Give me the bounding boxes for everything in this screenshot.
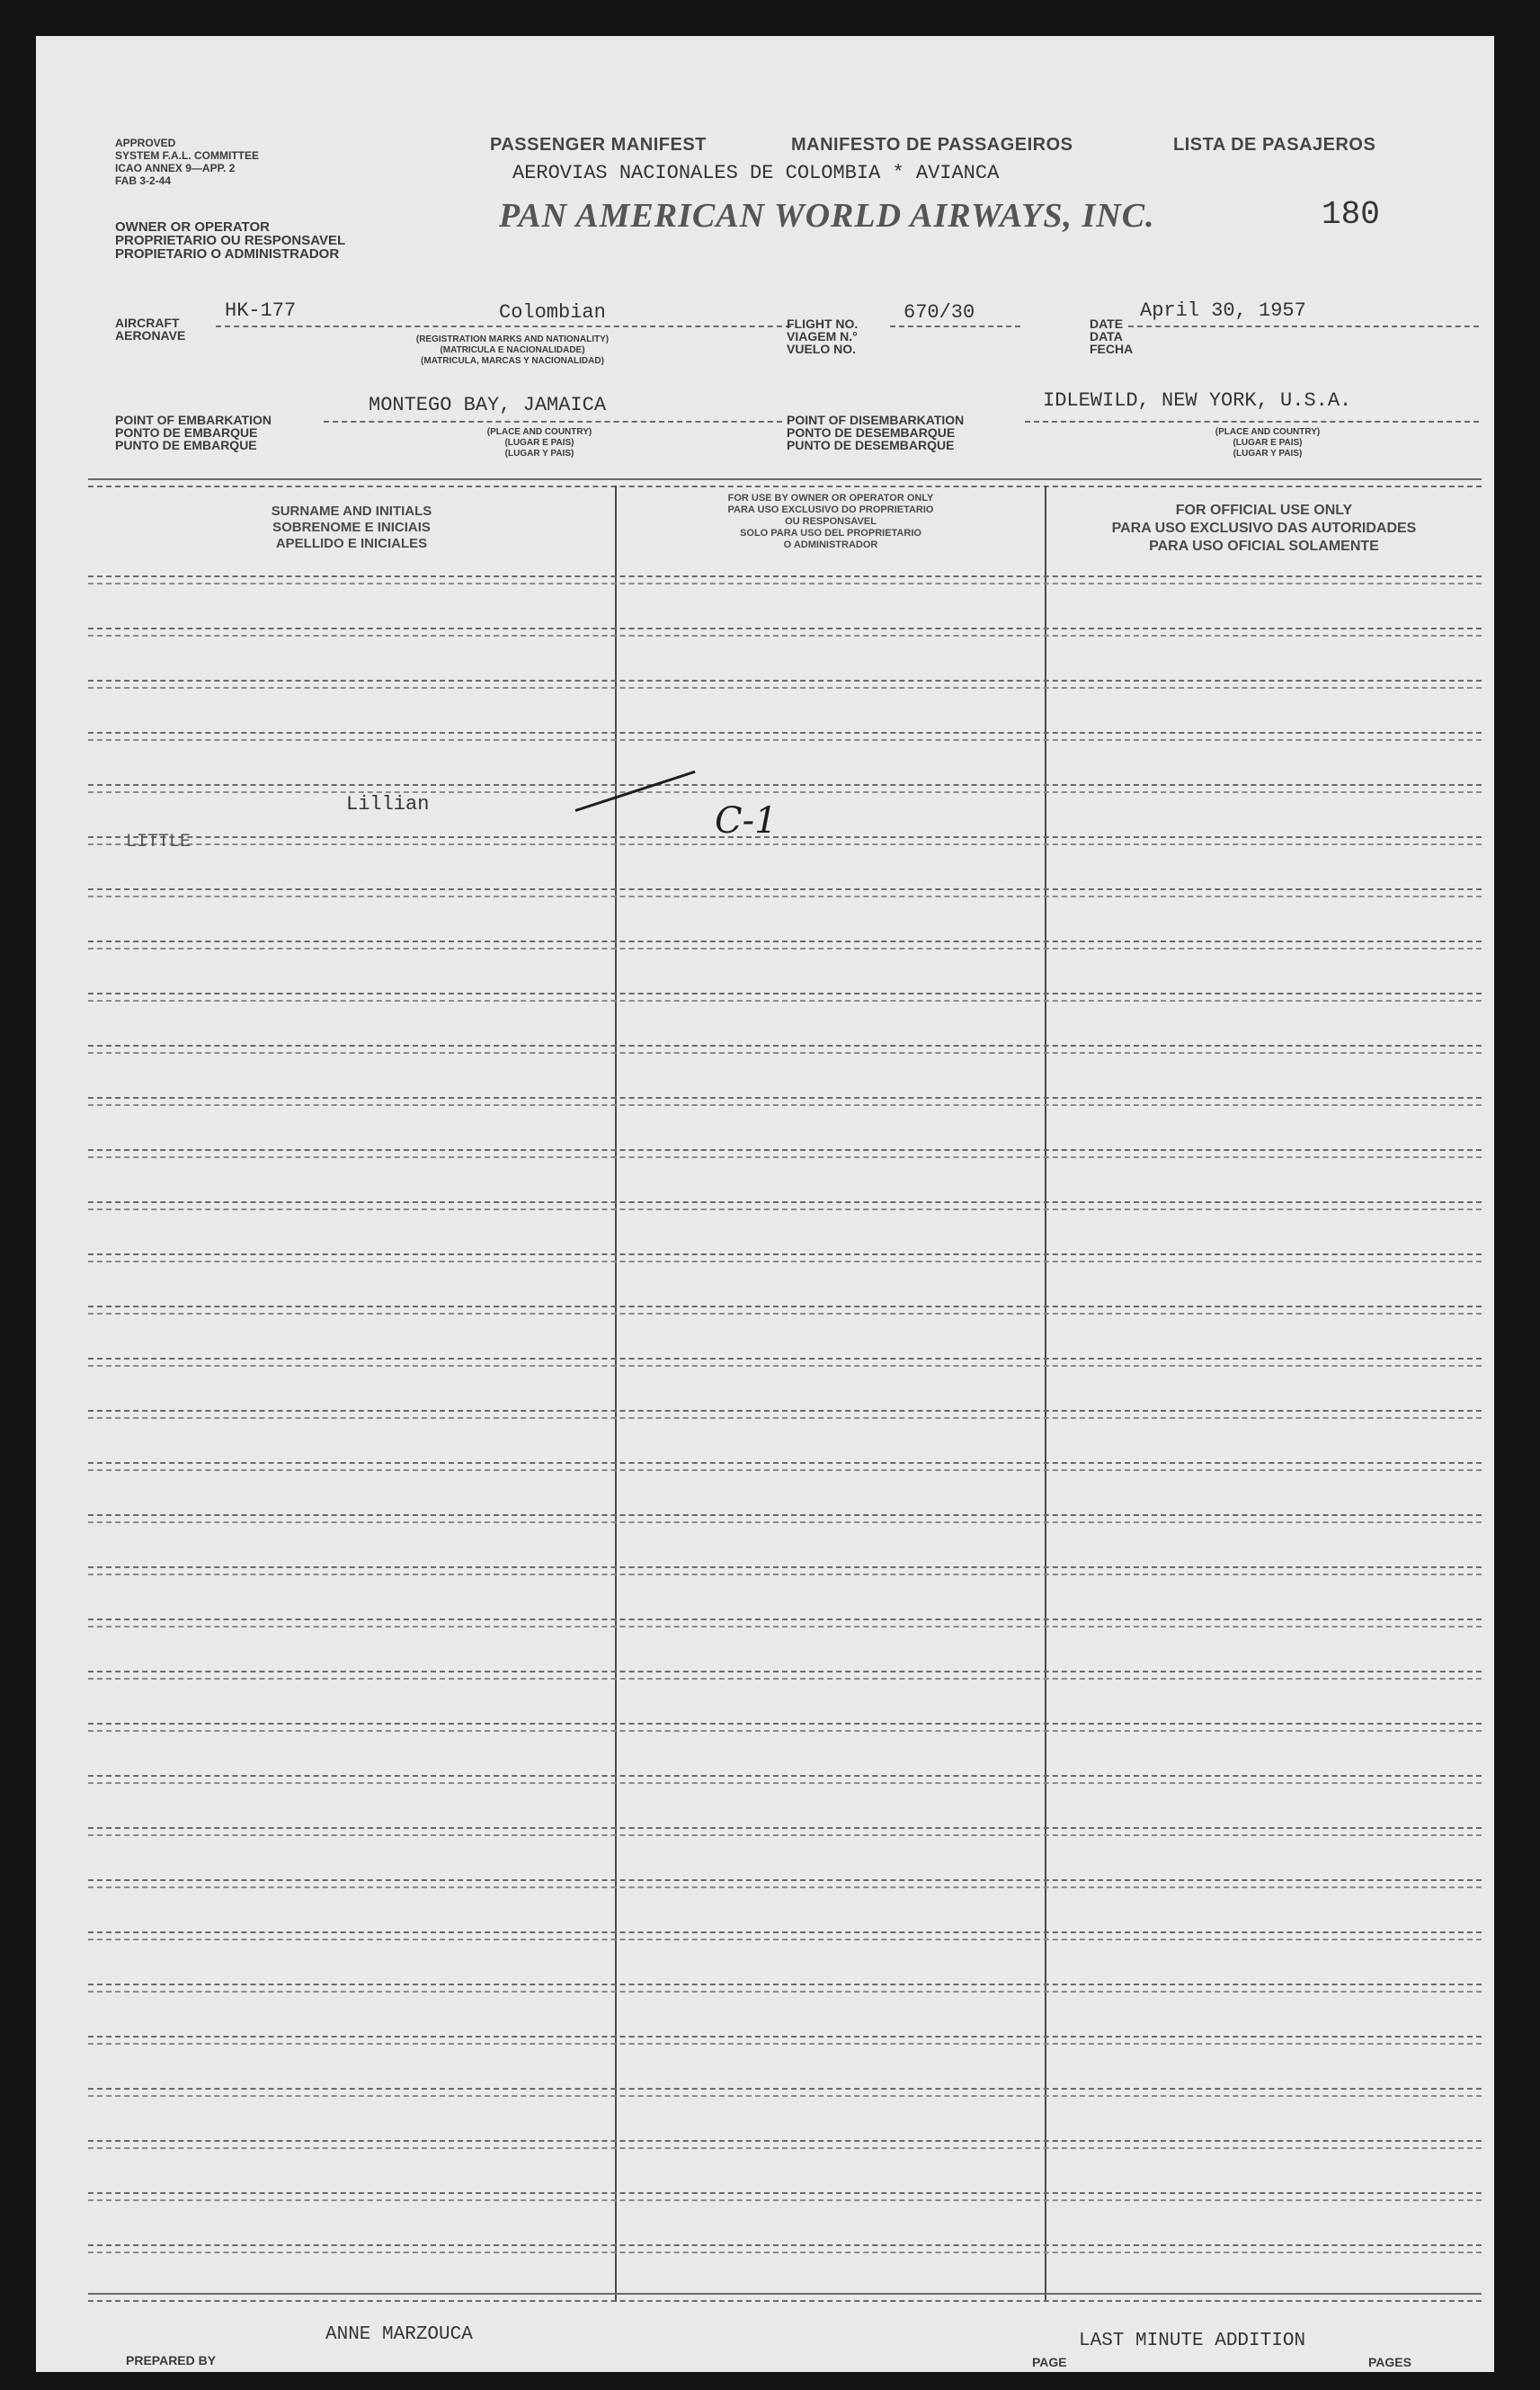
approval-block (115, 137, 259, 187)
row-rule (88, 2252, 1482, 2253)
date-underline (1128, 326, 1479, 327)
row-rule (88, 680, 1482, 682)
embark-note: (PLACE AND COUNTRY) (486, 427, 592, 437)
row-rule (88, 1626, 1482, 1628)
row-rule (88, 2036, 1482, 2038)
row-rule (88, 1201, 1482, 1203)
row-rule (88, 1723, 1482, 1725)
row-rule (88, 732, 1482, 734)
row-rule (88, 1514, 1482, 1516)
approval-line: ICAO ANNEX 9—APP. 2 (115, 162, 236, 174)
flight-label-pt: VIAGEM N.° (787, 329, 858, 343)
row-rule (88, 1208, 1482, 1210)
column-header-official (1046, 502, 1482, 556)
title-en: PASSENGER MANIFEST (490, 135, 707, 155)
disembark-note: (PLACE AND COUNTRY) (1215, 427, 1321, 437)
approval-line: SYSTEM F.A.L. COMMITTEE (115, 149, 260, 162)
row-rule (88, 1052, 1482, 1054)
embark-note: (LUGAR E PAIS) (504, 438, 574, 448)
manifest-sheet (36, 36, 1494, 2372)
row-rule (88, 1931, 1482, 1933)
row-rule (88, 2140, 1482, 2142)
row-rule (88, 888, 1482, 890)
disembark-note: (LUGAR Y PAIS) (1233, 449, 1303, 459)
row-rule (88, 1313, 1482, 1315)
row-rule (88, 1886, 1482, 1888)
row-rule (88, 1306, 1482, 1307)
row-rule (88, 1469, 1482, 1471)
row-rule (88, 1991, 1482, 1993)
row-rule (88, 1939, 1482, 1940)
aircraft-underline (216, 326, 791, 327)
row-rule (88, 1097, 1482, 1099)
owner-label-en: OWNER OR OPERATOR (115, 219, 270, 235)
column-header-line: SURNAME AND INITIALS (271, 504, 432, 519)
page-value: LAST MINUTE ADDITION (1079, 2331, 1306, 2351)
row-rule (88, 2147, 1482, 2149)
row-rule (88, 1775, 1482, 1777)
handwritten-code: C-1 (715, 800, 778, 842)
row-rule (88, 1462, 1482, 1464)
date-label-es: FECHA (1090, 342, 1134, 356)
row-rule (88, 1410, 1482, 1412)
embark-underline (324, 421, 782, 423)
column-header-line: PARA USO OFICIAL SOLAMENTE (1149, 539, 1379, 554)
column-divider (1045, 486, 1046, 2302)
prepared-by-label: PREPARED BY (126, 2353, 217, 2368)
passenger-surname: LITTLE (126, 832, 191, 852)
pages-label: PAGES (1368, 2355, 1411, 2369)
row-rule (88, 2192, 1482, 2194)
embark-label-pt: PONTO DE EMBARQUE (115, 425, 258, 440)
row-rule (88, 1417, 1482, 1419)
column-header-line: OU RESPONSAVEL (785, 516, 877, 527)
aircraft-label (115, 317, 185, 342)
row-rule (88, 993, 1482, 994)
column-header-name (88, 504, 615, 552)
table-bottom-rule (88, 2293, 1482, 2295)
row-rule (88, 1879, 1482, 1881)
row-rule (88, 1000, 1482, 1002)
row-rule (88, 1045, 1482, 1047)
row-rule (88, 1521, 1482, 1523)
row-rule (88, 2043, 1482, 2045)
disembark-label-en: POINT OF DISEMBARKATION (787, 413, 965, 427)
table-top-rule (88, 478, 1482, 480)
row-rule (88, 1730, 1482, 1732)
row-rule (88, 1261, 1482, 1262)
page-label: PAGE (1032, 2355, 1067, 2369)
disembark-note: (LUGAR E PAIS) (1233, 438, 1303, 448)
row-rule (88, 2095, 1482, 2097)
aircraft-registration: HK-177 (225, 299, 297, 322)
row-rule (88, 739, 1482, 741)
approval-line: APPROVED (115, 137, 176, 149)
aircraft-label-pt: AERONAVE (115, 328, 186, 343)
column-header-line: SOBRENOME E INICIAIS (272, 520, 431, 535)
row-rule (88, 1827, 1482, 1829)
embark-label-en: POINT OF EMBARKATION (115, 413, 272, 427)
row-rule (88, 1984, 1482, 1985)
table-top-rule-2 (88, 486, 1482, 487)
row-rule (88, 2244, 1482, 2246)
date-label (1090, 317, 1133, 355)
owner-label-pt: PROPRIETARIO OU RESPONSAVEL (115, 233, 346, 248)
aircraft-note: (MATRICULA, MARCAS Y NACIONALIDAD) (421, 356, 604, 366)
row-rule (88, 1156, 1482, 1158)
date-label-en: DATE (1090, 317, 1124, 331)
aircraft-notes (324, 334, 701, 367)
passenger-given-name: Lillian (346, 793, 430, 816)
row-rule (88, 1671, 1482, 1672)
embark-notes (432, 427, 647, 459)
approval-line: FAB 3-2-44 (115, 174, 172, 187)
disembark-label-es: PUNTO DE DESEMBARQUE (787, 438, 955, 452)
flight-underline (890, 326, 1020, 327)
column-header-line: FOR OFFICIAL USE ONLY (1175, 503, 1353, 518)
embark-label-es: PUNTO DE EMBARQUE (115, 438, 257, 452)
row-rule (88, 1149, 1482, 1151)
manifest-number: 180 (1322, 196, 1380, 233)
disembark-label (787, 414, 964, 451)
row-rule (88, 2199, 1482, 2201)
row-rule (88, 1619, 1482, 1620)
row-rule (88, 687, 1482, 689)
row-rule (88, 583, 1482, 584)
disembark-label-pt: PONTO DE DESEMBARQUE (787, 425, 956, 440)
aircraft-nationality: Colombian (499, 301, 606, 324)
flight-label-es: VUELO NO. (787, 342, 857, 356)
column-header-line: O ADMINISTRADOR (783, 540, 878, 550)
row-rule (88, 1358, 1482, 1360)
column-divider (615, 486, 617, 2302)
column-header-line: PARA USO EXCLUSIVO DO PROPRIETARIO (727, 504, 934, 515)
flight-label-en: FLIGHT NO. (787, 317, 859, 331)
owner-label-es: PROPIETARIO O ADMINISTRADOR (115, 246, 340, 262)
row-rule (88, 1365, 1482, 1367)
column-header-operator (617, 493, 1045, 551)
row-rule (88, 1782, 1482, 1784)
operator-name: PAN AMERICAN WORLD AIRWAYS, INC. (499, 197, 1155, 235)
title-es: LISTA DE PASAJEROS (1173, 135, 1376, 155)
row-rule (88, 791, 1482, 793)
prepared-by-value: ANNE MARZOUCA (325, 2324, 473, 2345)
airline-name: AEROVIAS NACIONALES DE COLOMBIA * AVIANCA (512, 162, 1000, 184)
column-header-line: FOR USE BY OWNER OR OPERATOR ONLY (727, 493, 934, 504)
row-rule (88, 836, 1482, 838)
row-rule (88, 1104, 1482, 1106)
flight-number: 670/30 (904, 301, 975, 324)
flight-label (787, 317, 858, 355)
disembark-place: IDLEWILD, NEW YORK, U.S.A. (1043, 389, 1352, 412)
aircraft-label-en: AIRCRAFT (115, 316, 180, 330)
row-rule (88, 784, 1482, 786)
row-rule (88, 843, 1482, 845)
disembark-underline (1025, 421, 1479, 423)
row-rule (88, 1678, 1482, 1680)
row-rule (88, 628, 1482, 629)
row-rule (88, 2088, 1482, 2090)
date-label-pt: DATA (1090, 329, 1123, 343)
column-header-line: APELLIDO E INICIALES (275, 536, 428, 551)
aircraft-note: (MATRICULA E NACIONALIDADE) (440, 345, 585, 355)
row-rule (88, 1574, 1482, 1575)
row-rule (88, 575, 1482, 577)
row-rule (88, 1566, 1482, 1568)
title-pt: MANIFESTO DE PASSAGEIROS (791, 135, 1073, 155)
row-rule (88, 941, 1482, 942)
aircraft-note: (REGISTRATION MARKS AND NATIONALITY) (415, 334, 610, 344)
row-rule (88, 1253, 1482, 1255)
column-header-line: SOLO PARA USO DEL PROPRIETARIO (740, 528, 921, 539)
row-rule (88, 896, 1482, 897)
flight-date: April 30, 1957 (1140, 299, 1306, 322)
row-rule (88, 948, 1482, 950)
table-bottom-rule-2 (88, 2300, 1482, 2302)
embark-note: (LUGAR Y PAIS) (504, 449, 574, 459)
row-rule (88, 635, 1482, 637)
owner-label (115, 220, 345, 261)
embark-label (115, 414, 272, 451)
column-header-line: PARA USO EXCLUSIVO DAS AUTORIDADES (1111, 521, 1417, 536)
disembark-notes (1160, 427, 1375, 459)
row-rule (88, 1834, 1482, 1836)
embark-place: MONTEGO BAY, JAMAICA (369, 394, 607, 416)
